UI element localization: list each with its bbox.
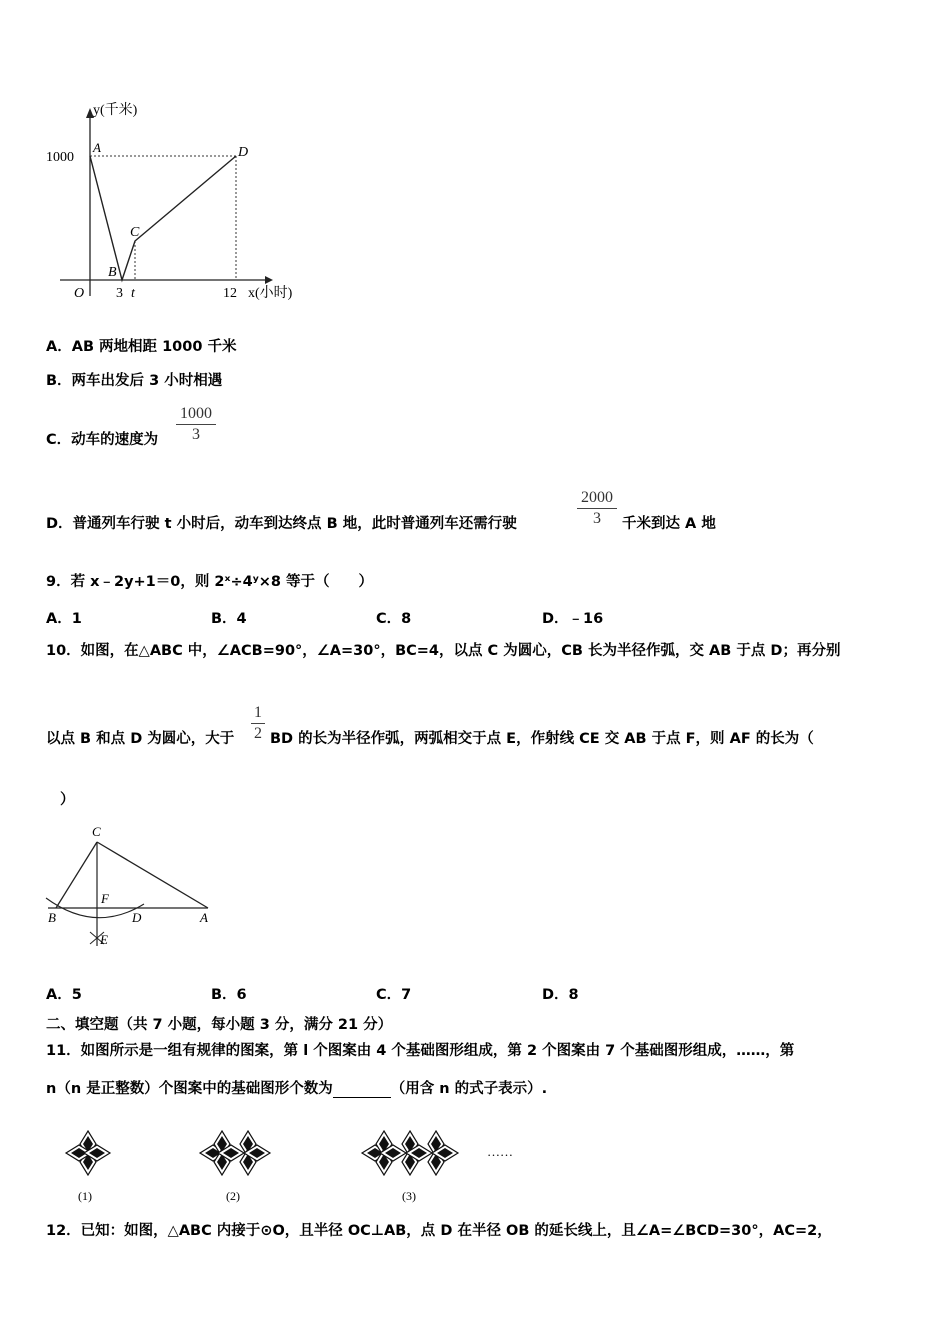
point-b-label: B [108,265,117,280]
origin-label: O [74,286,85,301]
triangle-construction-figure [40,822,220,952]
point-a-label: A [93,140,101,155]
q8-c-numerator: 1000 [180,405,212,422]
q9-option-d: D．﹣16 [542,611,604,627]
q12-line-1: 12．已知：如图，△ABC 内接于⊙O，且半径 OC⊥AB，点 D 在半径 OB 的延长线上，且∠A=∠BCD=30°，AC=2， [46,1223,832,1239]
fig-label-f: F [101,891,109,906]
q11-line-2a: n（n 是正整数）个图案中的基础图形个数为 [46,1081,333,1097]
fig-label-c: C [92,824,101,839]
q10-half-denominator: 2 [254,725,262,742]
q9-option-a: A．1 [46,611,82,627]
pattern-label-1: (1) [78,1189,92,1203]
q8-d-fraction [577,489,617,528]
q8-option-b: B．两车出发后 3 小时相遇 [46,373,223,389]
q9-option-c: C．8 [376,611,412,627]
x-tick-3: 3 [116,286,123,301]
q9-stem: 9．若 x﹣2y+1＝0，则 2ˣ÷4ʸ×8 等于（ ） [46,574,374,590]
pattern-label-3: (3) [402,1189,416,1203]
q11-answer-blank[interactable] [333,1083,391,1098]
pattern-1 [66,1131,110,1175]
y-tick-1000: 1000 [46,150,74,165]
distance-time-graph [40,96,320,310]
x-axis-label: x(小时) [248,286,293,301]
fig-label-b: B [48,910,56,925]
fig-label-d: D [132,910,142,925]
point-d-label: D [238,145,249,160]
q10-option-c: C．7 [376,987,412,1003]
x-tick-t: t [131,286,135,301]
q8-option-a: A．AB 两地相距 1000 千米 [46,339,237,355]
q8-d-denominator: 3 [593,510,601,527]
pattern-3 [362,1131,458,1175]
q10-option-b: B．6 [211,987,247,1003]
pattern-sequence-figure [40,1112,540,1208]
q11-line-1: 11．如图所示是一组有规律的图案，第 l 个图案由 4 个基础图形组成，第 2 个图案由 7 个基础图形组成，……，第 [46,1043,795,1059]
x-tick-12: 12 [223,286,237,301]
q10-line-1: 10．如图，在△ABC 中，∠ACB=90°，∠A=30°，BC=4，以点 C 为圆心，CB 长为半径作弧，交 AB 于点 D；再分别 [46,643,841,659]
pattern-label-2: (2) [226,1189,240,1203]
q8-d-numerator: 2000 [581,489,613,506]
q11-line-2b: （用含 n 的式子表示）. [390,1081,548,1097]
q8-c-fraction [176,405,216,444]
q10-option-d: D．8 [542,987,579,1003]
y-axis-label: y(千米) [93,103,138,118]
q10-half-numerator: 1 [254,704,262,721]
section-2-heading: 二、填空题（共 7 小题，每小题 3 分，满分 21 分） [46,1017,393,1033]
point-c-label: C [130,225,140,240]
fig-label-a: A [200,910,208,925]
q8-option-c: C．动车的速度为 [46,432,159,448]
q8-option-d-suffix: 千米到达 A 地 [622,516,716,532]
q8-c-denominator: 3 [192,426,200,443]
q10-line-3: ） [60,792,75,808]
q10-line-2b: BD 的长为半径作弧，两弧相交于点 E，作射线 CE 交 AB 于点 F，则 AF 的长为（ [270,731,814,747]
q10-option-a: A．5 [46,987,82,1003]
pattern-2 [200,1131,270,1175]
q10-line-2a: 以点 B 和点 D 为圆心，大于 [46,731,235,747]
fig-label-e: E [100,932,108,947]
q8-option-d: D．普通列车行驶 t 小时后，动车到达终点 B 地，此时普通列车还需行驶 [46,516,517,532]
q9-option-b: B．4 [211,611,247,627]
q11-line-2 [46,1080,547,1098]
pattern-ellipsis: …… [487,1144,513,1159]
q10-half-fraction [251,704,265,743]
